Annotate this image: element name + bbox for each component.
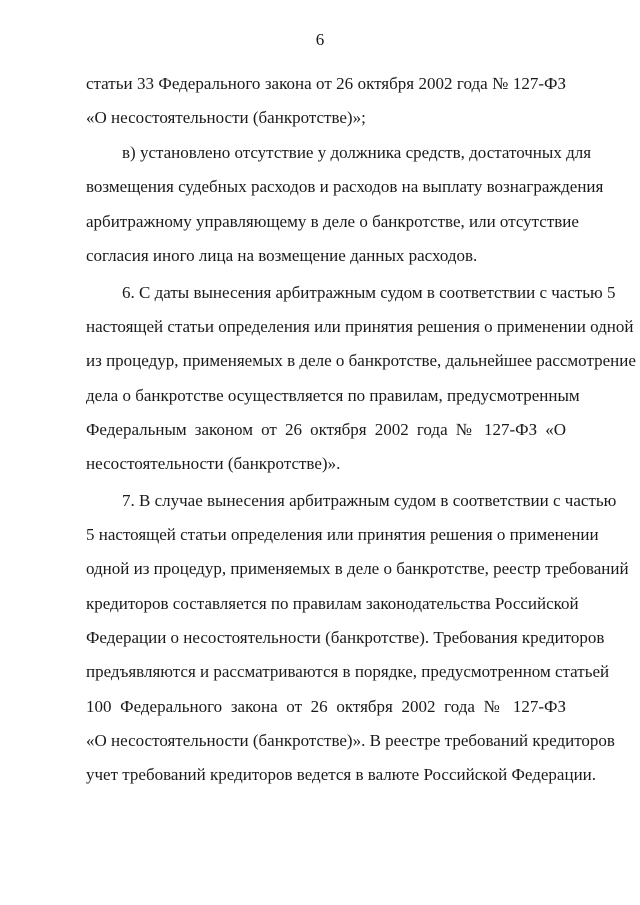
text-line: статьи 33 Федерального закона от 26 октября 2002 года № 127-ФЗ [86, 74, 566, 93]
page-number: 6 [315, 30, 325, 49]
text-line: 100 Федерального закона от 26 октября 2002 года № 127-ФЗ [86, 697, 566, 716]
text-line: «О несостоятельности (банкротстве)»; [86, 108, 366, 127]
text-line: 5 настоящей статьи определения или принятия решения о применении [86, 525, 599, 544]
text-line: арбитражному управляющему в деле о банкротстве, или отсутствие [86, 212, 579, 231]
text-line: из процедур, применяемых в деле о банкротстве, дальнейшее рассмотрение [86, 351, 636, 370]
text-line: согласия иного лица на возмещение данных расходов. [86, 246, 478, 265]
text-line: кредиторов составляется по правилам законодательства Российской [86, 594, 579, 613]
text-line: Федеральным законом от 26 октября 2002 года № 127-ФЗ «О [86, 420, 566, 439]
text-line: предъявляются и рассматриваются в порядке, предусмотренном статьей [86, 662, 610, 681]
text-line: 6. С даты вынесения арбитражным судом в соответствии с частью 5 [122, 283, 616, 302]
text-line: учет требований кредиторов ведется в валюте Российской Федерации. [86, 765, 597, 784]
text-line: одной из процедур, применяемых в деле о банкротстве, реестр требований [86, 559, 629, 578]
text-line: возмещения судебных расходов и расходов на выплату вознаграждения [86, 177, 604, 196]
text-line: несостоятельности (банкротстве)». [86, 454, 341, 473]
text-line: дела о банкротстве осуществляется по правилам, предусмотренным [86, 386, 580, 405]
text-line: Федерации о несостоятельности (банкротстве). Требования кредиторов [86, 628, 605, 647]
text-line: в) установлено отсутствие у должника средств, достаточных для [122, 143, 592, 162]
text-line: настоящей статьи определения или принятия решения о применении одной [86, 317, 634, 336]
text-line: «О несостоятельности (банкротстве)». В реестре требований кредиторов [86, 731, 615, 750]
text-line: 7. В случае вынесения арбитражным судом в соответствии с частью [122, 491, 617, 510]
